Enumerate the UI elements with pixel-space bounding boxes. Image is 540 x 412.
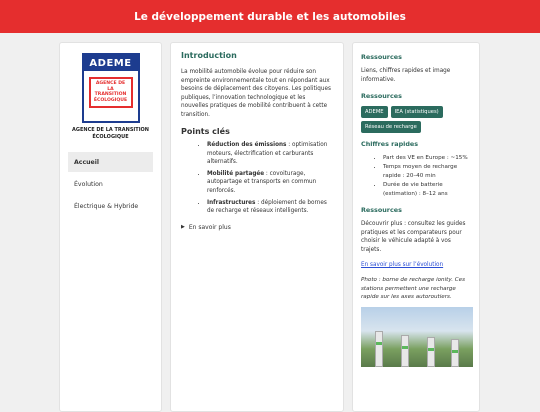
resources-heading: Ressources <box>361 53 402 61</box>
charging-station-photo <box>361 307 473 367</box>
points-list <box>207 141 333 215</box>
resources-heading: Ressources <box>361 92 402 101</box>
photo-caption: Photo : borne de recharge ionity. Ces stations permettent une recharge rapide sur les axes autoroutiers. <box>361 277 466 301</box>
sidebar-nav <box>68 152 153 216</box>
nav-item-electrique-hybride[interactable]: Électrique & Hybride <box>74 202 139 210</box>
nav-item-accueil[interactable]: Accueil <box>68 152 153 172</box>
intro-paragraph: La mobilité automobile évolue pour réduire son empreinte environnementale tout en répondant aux besoins de déplacement des citoyens. Les politiques publiques, l’innovation technologique et les nouvelles pratiques de mobilité contribuent à cette transition. <box>181 69 331 118</box>
list-item: • Mobilité partagée : covoiturage, autopartage et transports en commun renforcés. <box>207 170 333 196</box>
list-item: • Réduction des émissions : optimisation moteurs, électrification et carburants alternatifs. <box>207 141 333 167</box>
resources-description: Liens, chiffres rapides et image informative. <box>361 68 451 83</box>
discover-text: Découvrir plus : consultez les guides pratiques et les comparateurs pour choisir le véhicule adapté à vos trajets. <box>361 221 466 253</box>
right-sidebar <box>352 42 480 412</box>
more-details-toggle[interactable] <box>181 224 333 231</box>
nav-item-evolution[interactable]: Évolution <box>74 180 103 188</box>
list-item: • Part des VE en Europe : ~15% <box>383 154 471 162</box>
charger-shape <box>451 339 459 367</box>
charger-shape <box>427 337 435 367</box>
logo-brand: ADEME <box>84 55 138 71</box>
stats-list <box>383 154 471 198</box>
site-header <box>0 0 540 33</box>
charger-shape <box>375 331 383 367</box>
triangle-right-icon: ▶ <box>181 224 185 231</box>
page-title: Le développement durable et les automobiles <box>134 10 406 23</box>
tag-ademe[interactable]: ADEME <box>361 106 388 118</box>
charger-shape <box>401 335 409 367</box>
points-heading: Points clés <box>181 127 230 137</box>
logo-tagline: AGENCE DE LA TRANSITION ÉCOLOGIQUE <box>89 77 133 108</box>
resource-tags <box>361 106 471 133</box>
main-content <box>170 42 344 412</box>
agency-name: AGENCE DE LA TRANSITION ÉCOLOGIQUE <box>72 127 149 140</box>
ademe-logo <box>82 53 140 123</box>
list-item: • Durée de vie batterie (estimation) : 8–12 ans <box>383 181 471 198</box>
more-label: En savoir plus <box>188 223 231 231</box>
stats-heading: Chiffres rapides <box>361 140 419 149</box>
list-item: • Infrastructures : déploiement de bornes de recharge et réseaux intelligents. <box>207 199 333 216</box>
resources-heading: Ressources <box>361 206 402 215</box>
tag-iea[interactable]: IEA (statistiques) <box>391 106 443 118</box>
list-item: • Temps moyen de recharge rapide : 20–40 min <box>383 163 471 180</box>
intro-heading: Introduction <box>181 51 237 60</box>
left-sidebar <box>59 42 162 412</box>
evolution-link[interactable]: En savoir plus sur l’évolution <box>361 262 444 269</box>
tag-reseau-recharge[interactable]: Réseau de recharge <box>361 121 421 133</box>
